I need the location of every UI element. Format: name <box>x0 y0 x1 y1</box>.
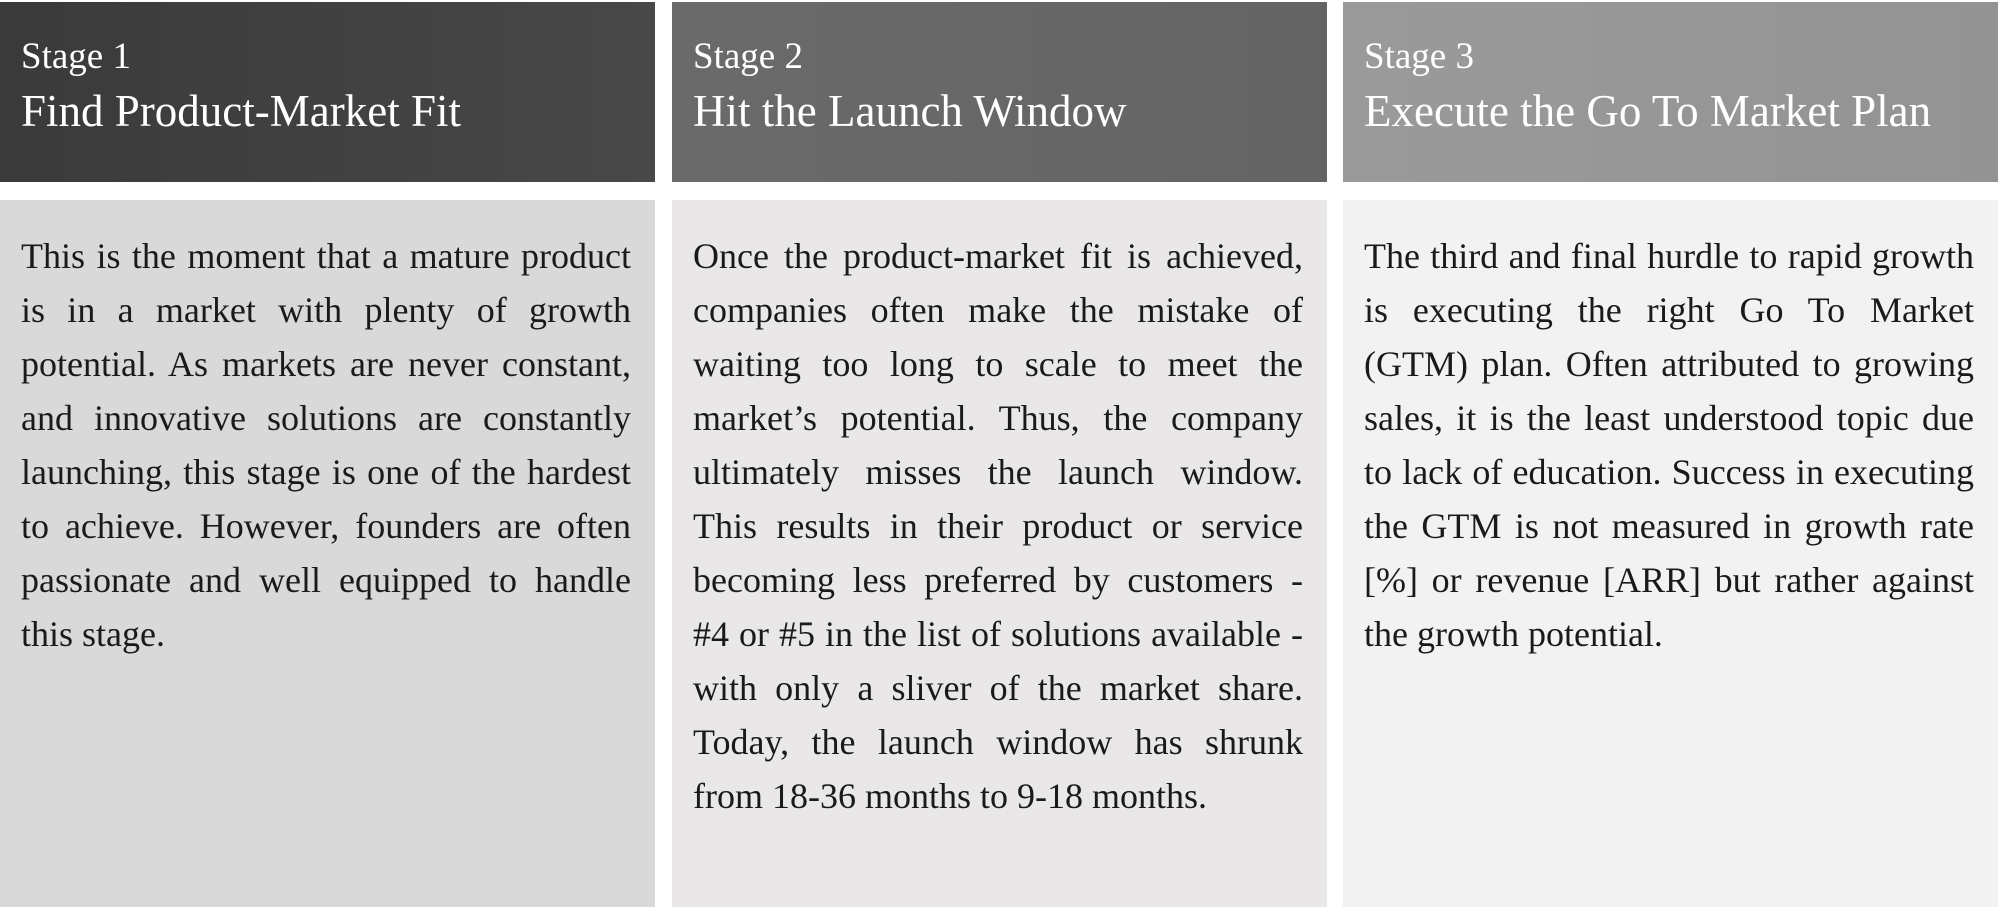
stage-1-column <box>0 0 655 910</box>
stage-3-description: The third and final hurdle to rapid growth is executing the right Go To Market (GTM) plan. Often attributed to growing sales, it is the least understood topic due to lack of education. Success in executing the GTM is not measured in growth rate [%] or revenue [ARR] but rather against the growth potential. <box>1364 236 1974 654</box>
stage-3-column <box>1343 0 1998 910</box>
stage-1-description: This is the moment that a mature product is in a market with plenty of growth potential. As markets are never constant, and innovative solutions are constantly launching, this stage is one of the hardest to achieve. However, founders are often passionate and well equipped to handle this stage. <box>21 236 631 654</box>
stage-2-title: Hit the Launch Window <box>693 86 1127 136</box>
stage-2-header <box>672 2 1327 182</box>
stage-2-column <box>672 0 1327 910</box>
stage-2-body <box>672 200 1327 907</box>
stage-1-body <box>0 200 655 907</box>
stage-1-header <box>0 2 655 182</box>
stage-3-header <box>1343 2 1998 182</box>
stage-2-label: Stage 2 <box>693 36 803 77</box>
stage-1-title: Find Product-Market Fit <box>21 86 461 136</box>
stage-3-body <box>1343 200 1998 907</box>
stage-1-label: Stage 1 <box>21 36 131 77</box>
stage-2-description: Once the product-market fit is achieved, companies often make the mistake of waiting too long to scale to meet the market’s potential. Thus, the company ultimately misses the launch window. This results in their product or service becoming less preferred by customers - #4 or #5 in the list of solutions available - with only a sliver of the market share. Today, the launch window has shrunk from 18-36 months to 9-18 months. <box>693 236 1303 816</box>
stage-3-label: Stage 3 <box>1364 36 1474 77</box>
stage-3-title: Execute the Go To Market Plan <box>1364 86 1932 136</box>
